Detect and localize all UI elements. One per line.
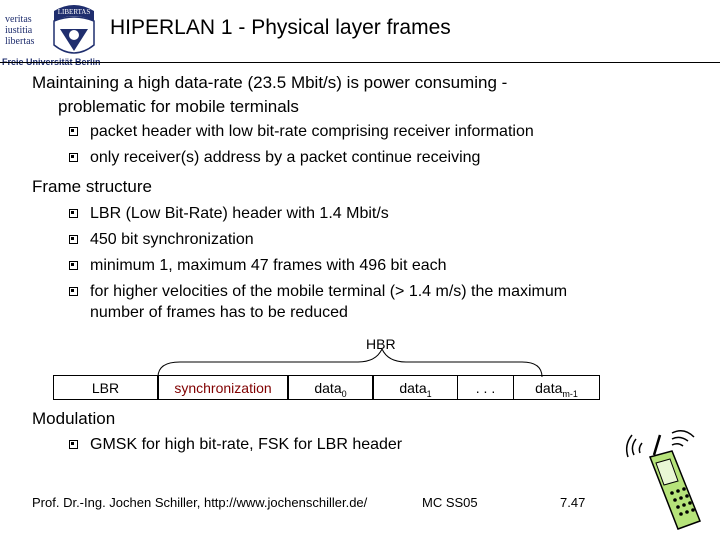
checkbox-bullet-icon (69, 127, 78, 136)
data1-box (373, 375, 458, 400)
ellipsis-label: . . . (475, 380, 496, 396)
checkbox-bullet-icon (69, 209, 78, 218)
mobile-phone-icon (620, 425, 718, 537)
modulation-heading: Modulation (32, 409, 116, 428)
university-name: Freie Universität Berlin (2, 57, 101, 67)
intro-line-2: problematic for mobile terminals (58, 97, 299, 116)
data0-box (288, 375, 373, 400)
modulation-bullet: GMSK for high bit-rate, FSK for LBR header (90, 436, 403, 453)
footer-course: MC SS05 (422, 495, 478, 510)
frame-structure-heading: Frame structure (32, 177, 152, 196)
footer-author: Prof. Dr.-Ing. Jochen Schiller, http://www.jochenschiller.de/ (32, 495, 368, 510)
datam-label: data (535, 380, 563, 396)
svg-text:LIBERTAS: LIBERTAS (57, 8, 91, 16)
university-seal-icon (48, 1, 100, 59)
header-divider (0, 62, 720, 63)
data1-label: data (399, 380, 427, 396)
logo-motto-2: iustitia (5, 25, 33, 36)
sync-label: synchronization (174, 380, 272, 396)
intro-line-1: Maintaining a high data-rate (23.5 Mbit/s) is power consuming - (32, 73, 508, 92)
frame-bullet: LBR (Low Bit-Rate) header with 1.4 Mbit/s (90, 205, 389, 222)
intro-bullet: packet header with low bit-rate comprising receiver information (90, 123, 534, 140)
checkbox-bullet-icon (69, 235, 78, 244)
frame-bullet: minimum 1, maximum 47 frames with 496 bit each (90, 257, 447, 274)
data0-subscript: 0 (341, 388, 347, 399)
intro-bullet: only receiver(s) address by a packet continue receiving (90, 149, 481, 166)
logo-motto-3: libertas (5, 36, 35, 47)
checkbox-bullet-icon (69, 287, 78, 296)
ellipsis-box (458, 375, 513, 400)
hbr-label: HBR (366, 336, 396, 352)
university-logo (0, 0, 102, 70)
frame-bullet: for higher velocities of the mobile terminal (> 1.4 m/s) the maximum (90, 283, 568, 300)
checkbox-bullet-icon (69, 153, 78, 162)
footer-page-number: 7.47 (560, 495, 586, 510)
lbr-box (53, 375, 158, 400)
data0-label: data (314, 380, 342, 396)
frame-bullet: 450 bit synchronization (90, 231, 254, 248)
logo-motto-1: veritas (5, 14, 32, 25)
page-title: HIPERLAN 1 - Physical layer frames (110, 16, 451, 39)
checkbox-bullet-icon (69, 440, 78, 449)
frame-bullet-continuation: number of frames has to be reduced (90, 304, 348, 321)
lbr-label: LBR (91, 380, 120, 396)
hbr-brace (150, 340, 550, 380)
checkbox-bullet-icon (69, 261, 78, 270)
datam-subscript: m-1 (562, 388, 578, 399)
sync-box (158, 375, 288, 400)
data1-subscript: 1 (426, 388, 432, 399)
datam-box (513, 375, 600, 400)
